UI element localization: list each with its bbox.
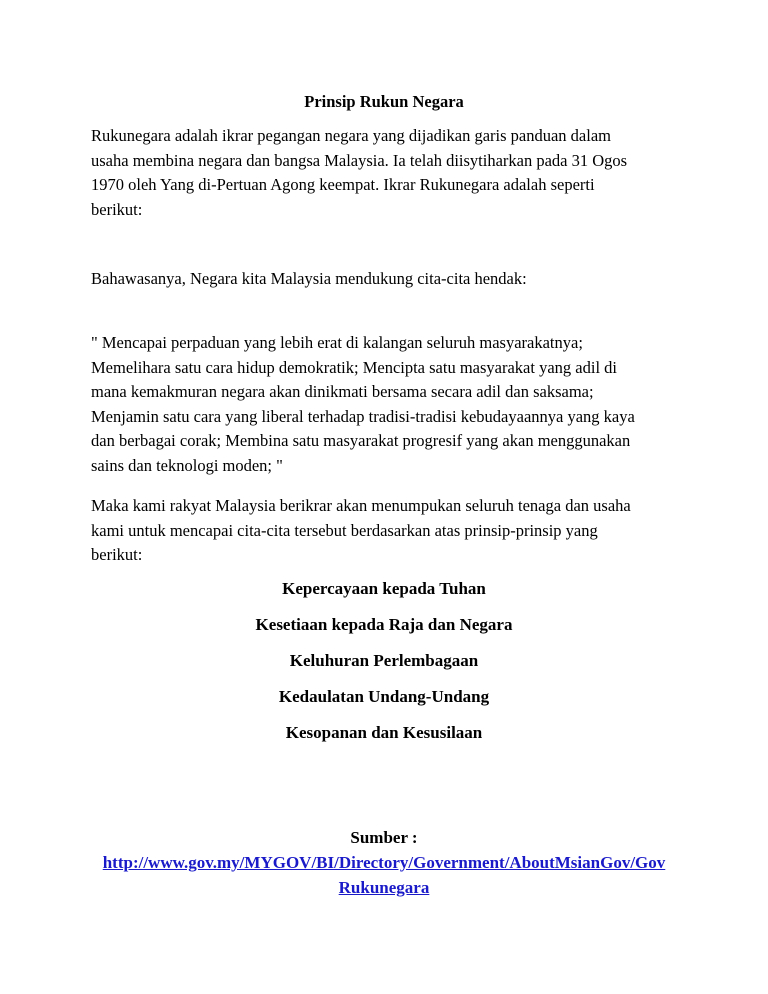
pledge-line: berikut: (91, 545, 143, 564)
intro-line: 1970 oleh Yang di-Pertuan Agong keempat. Ikrar Rukunegara adalah seperti (91, 175, 595, 194)
preamble-line: Bahawasanya, Negara kita Malaysia mendukung cita-cita hendak: (91, 269, 527, 288)
document-title: Prinsip Rukun Negara (304, 92, 464, 111)
aspirations-paragraph (91, 331, 691, 478)
principle-item: Kedaulatan Undang-Undang (278, 687, 490, 706)
pledge-line: Maka kami rakyat Malaysia berikrar akan menumpukan seluruh tenaga dan usaha (91, 496, 631, 515)
aspirations-line: sains dan teknologi moden; " (91, 455, 283, 475)
source-link-line[interactable]: Rukunegara (338, 878, 430, 897)
aspirations-line: dan berbagai corak; Membina satu masyarakat progresif yang akan menggunakan (91, 431, 631, 450)
source-link-line[interactable]: http://www.gov.my/MYGOV/BI/Directory/Government/AboutMsianGov/Gov (102, 853, 666, 872)
intro-paragraph (91, 124, 691, 222)
principle-item: Kesetiaan kepada Raja dan Negara (255, 615, 513, 634)
principles-list (0, 577, 768, 757)
aspirations-line: mana kemakmuran negara akan dinikmati bersama secara adil dan saksama; (91, 382, 594, 401)
aspirations-line: " Mencapai perpaduan yang lebih erat di kalangan seluruh masyarakatnya; (91, 333, 583, 352)
principle-item: Kesopanan dan Kesusilaan (285, 723, 483, 742)
principle-item: Keluhuran Perlembagaan (289, 651, 479, 670)
preamble-paragraph (91, 267, 691, 292)
intro-line: berikut: (91, 199, 143, 219)
aspirations-line: Menjamin satu cara yang liberal terhadap tradisi-tradisi kebudayaannya yang kaya (91, 406, 635, 426)
pledge-paragraph (91, 494, 691, 568)
pledge-line: kami untuk mencapai cita-cita tersebut berdasarkan atas prinsip-prinsip yang (91, 520, 598, 540)
intro-line: Rukunegara adalah ikrar pegangan negara yang dijadikan garis panduan dalam (91, 126, 611, 145)
source-link[interactable] (0, 850, 768, 900)
principle-item: Kepercayaan kepada Tuhan (282, 579, 486, 598)
source-label: Sumber : (350, 828, 418, 847)
aspirations-line: Memelihara satu cara hidup demokratik; Mencipta satu masyarakat yang adil di (91, 357, 617, 377)
source-section (0, 825, 768, 900)
intro-line: usaha membina negara dan bangsa Malaysia. Ia telah diisytiharkan pada 31 Ogos (91, 150, 628, 170)
